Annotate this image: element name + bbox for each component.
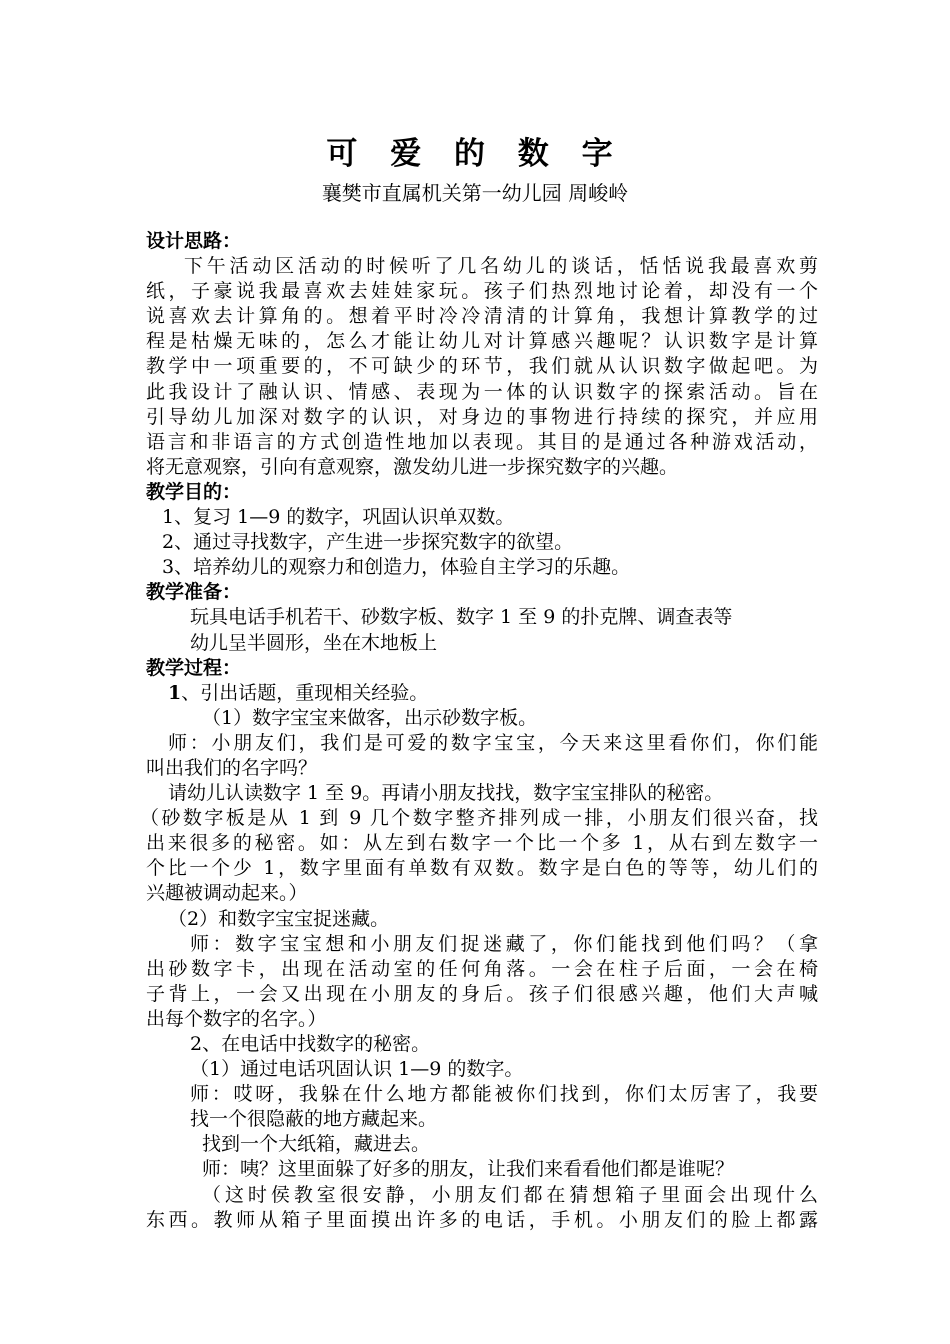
goal-item: 1、复习 1—9 的数字，巩固认识单双数。: [162, 506, 515, 529]
process-line: 叫出我们的名字吗？: [146, 756, 318, 779]
process-line: （2）和数字宝宝捉迷藏。: [168, 907, 390, 930]
process-line: 子背上，一会又出现在小朋友的身后。孩子们很感兴趣，他们大声喊: [146, 982, 818, 1005]
process-line: 师：咦？这里面躲了好多的朋友，让我们来看看他们都是谁呢？: [202, 1158, 735, 1181]
process-line: 找到一个大纸箱，藏进去。: [202, 1133, 431, 1156]
process-line: 师：小朋友们，我们是可爱的数字宝宝，今天来这里看你们，你们能: [168, 731, 818, 754]
section-heading-process: 教学过程：: [146, 656, 242, 679]
process-line: 出来很多的秘密。如：从左到右数字一个比一个多 1，从右到左数字一: [146, 832, 818, 855]
goal-item: 2、通过寻找数字，产生进一步探究数字的欲望。: [162, 531, 574, 554]
prep-item: 幼儿呈半圆形，坐在木地板上: [190, 631, 438, 654]
paragraph-line: 说喜欢去计算角的。想着平时冷冷清清的计算角，我想计算教学的过: [146, 305, 818, 328]
process-line: （1）数字宝宝来做客，出示砂数字板。: [202, 706, 538, 729]
step-number: 1: [168, 681, 182, 704]
goal-item: 3、培养幼儿的观察力和创造力，体验自主学习的乐趣。: [162, 556, 631, 579]
process-line: 师：哎呀，我躲在什么地方都能被你们找到，你们太厉害了，我要: [190, 1083, 818, 1106]
process-line: 请幼儿认读数字 1 至 9。再请小朋友找找，数字宝宝排队的秘密。: [168, 782, 724, 805]
prep-item: 玩具电话手机若干、砂数字板、数字 1 至 9 的扑克牌、调查表等: [190, 606, 733, 629]
paragraph-line: 将无意观察，引向有意观察，激发幼儿进一步探究数字的兴趣。: [146, 455, 679, 478]
section-heading-goals: 教学目的：: [146, 480, 242, 503]
paragraph-line: 教学中一项重要的，不可缺少的环节，我们就从认识数字做起吧。为: [146, 355, 818, 378]
paragraph-line: 程是枯燥无味的，怎么才能让幼儿对计算感兴趣呢？认识数字是计算: [146, 330, 818, 353]
paragraph-line: 此我设计了融认识、情感、表现为一体的认识数字的探索活动。旨在: [146, 380, 818, 403]
process-line: 师：数字宝宝想和小朋友们捉迷藏了，你们能找到他们吗？（拿: [190, 932, 818, 955]
process-line: （砂数字板是从 1 到 9 几个数字整齐排列成一排，小朋友们很兴奋，找: [140, 807, 818, 830]
section-heading-design: 设计思路：: [146, 230, 242, 252]
step-text: 、引出话题，重现相关经验。: [181, 681, 429, 704]
process-step-1: [146, 681, 818, 706]
process-line: 个比一个少 1，数字里面有单数有双数。数字是白色的等等，幼儿们的: [146, 857, 818, 880]
paragraph-line: 纸，子豪说我最喜欢去娃娃家玩。孩子们热烈地讨论着，却没有一个: [146, 280, 818, 303]
process-line: 出每个数字的名字。）: [146, 1007, 327, 1030]
document-title: 可 爱 的 数 字: [326, 136, 624, 172]
process-line: （这时侯教室很安静，小朋友们都在猜想箱子里面会出现什么: [202, 1183, 818, 1206]
process-step-2: 2、在电话中找数字的秘密。: [190, 1033, 431, 1055]
process-line: 东西。教师从箱子里面摸出许多的电话，手机。小朋友们的脸上都露: [146, 1208, 818, 1231]
process-line: 找一个很隐蔽的地方藏起来。: [190, 1108, 438, 1131]
paragraph-line: 语言和非语言的方式创造性地加以表现。其目的是通过各种游戏活动，: [146, 430, 818, 453]
process-line: 出砂数字卡，出现在活动室的任何角落。一会在柱子后面，一会在椅: [146, 957, 818, 980]
process-line: （1）通过电话巩固认识 1—9 的数字。: [190, 1058, 524, 1081]
paragraph-line: 下午活动区活动的时候听了几名幼儿的谈话，恬恬说我最喜欢剪: [184, 255, 818, 278]
process-line: 兴趣被调动起来。）: [146, 882, 308, 905]
section-heading-prep: 教学准备：: [146, 581, 242, 604]
paragraph-line: 引导幼儿加深对数字的认识，对身边的事物进行持续的探究，并应用: [146, 405, 818, 428]
document-subtitle: 襄樊市直属机关第一幼儿园 周峻岭: [321, 181, 629, 205]
document-body: [140, 229, 818, 1233]
